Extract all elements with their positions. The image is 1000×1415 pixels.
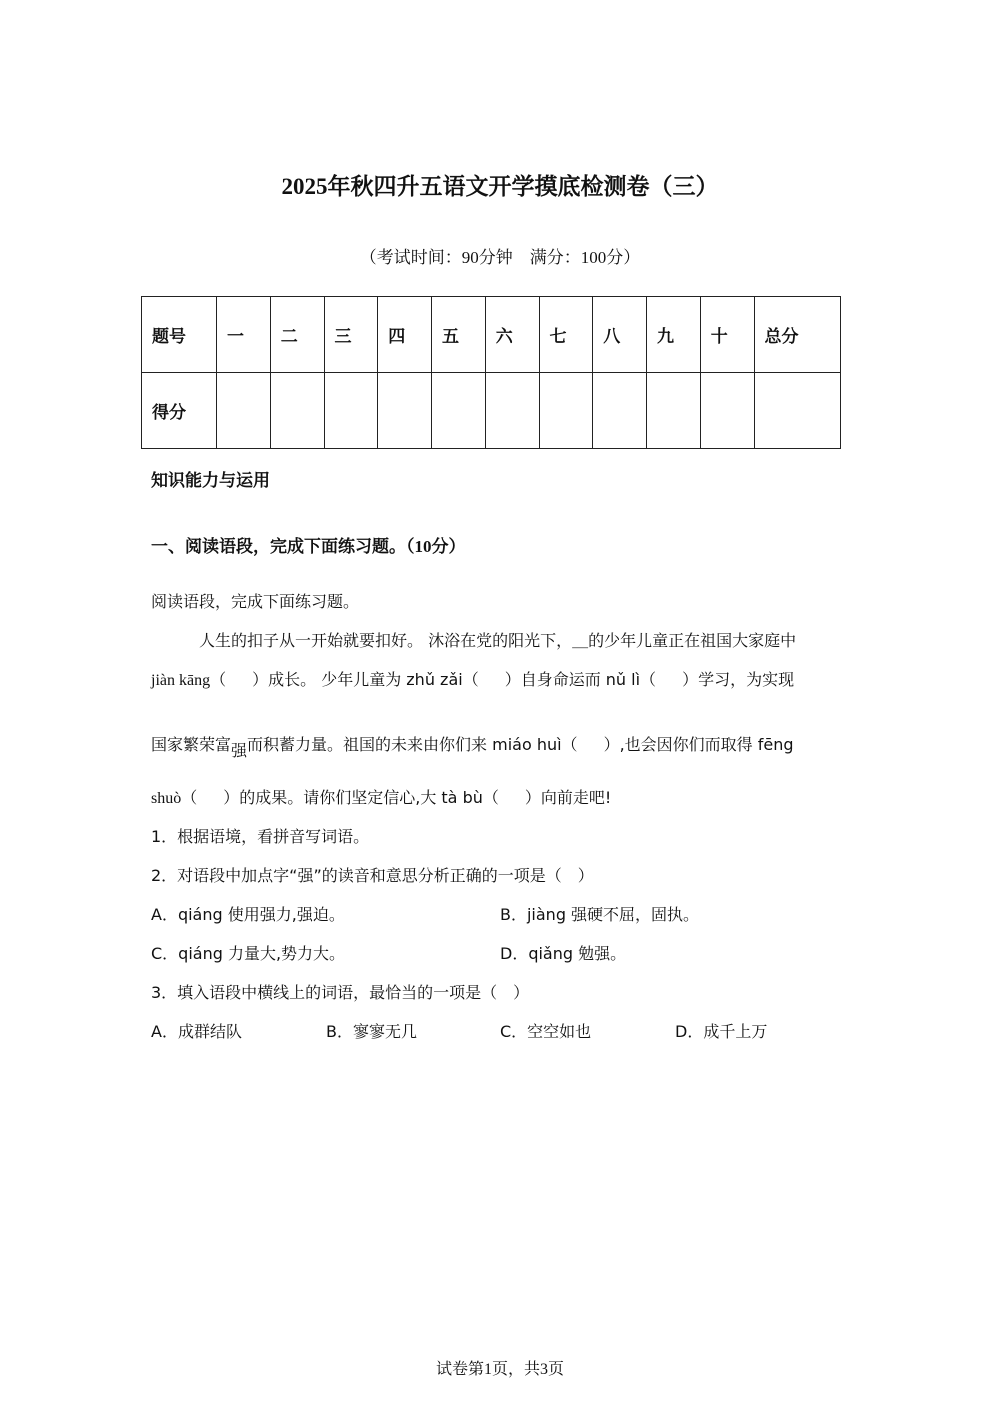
score-cell[interactable] — [270, 373, 324, 449]
passage-l4a: shuò（ — [151, 790, 198, 807]
score-header-cell: 三 — [324, 297, 378, 373]
score-cell[interactable] — [378, 373, 432, 449]
score-row-label: 得分 — [142, 373, 217, 449]
dotted-char-qiang: 强 — [231, 741, 248, 760]
score-header-cell: 十 — [700, 297, 754, 373]
q2-option-b: B．jiàng 强硬不屈，固执。 — [500, 905, 700, 924]
q2-option-d: D．qiǎng 勉强。 — [500, 944, 627, 963]
score-cell[interactable] — [754, 373, 841, 449]
score-cell[interactable] — [217, 373, 271, 449]
section-heading: 知识能力与运用 — [151, 471, 270, 491]
score-cell[interactable] — [324, 373, 378, 449]
question-3: 3．填入语段中横线上的词语，最恰当的一项是（ ） — [151, 983, 530, 1002]
exam-title: 2025年秋四升五语文开学摸底检测卷（三） — [281, 174, 719, 199]
score-header-cell: 五 — [432, 297, 486, 373]
passage-line-1: 人生的扣子从一开始就要扣好。 沐浴在党的阳光下，＿的少年儿童正在祖国大家庭中 — [199, 631, 797, 650]
passage-line-2 — [151, 667, 794, 690]
score-header-cell: 七 — [539, 297, 593, 373]
q3-option-c: C．空空如也 — [500, 1022, 592, 1041]
score-table — [141, 296, 841, 449]
question-2: 2．对语段中加点字“强”的读音和意思分析正确的一项是（ ） — [151, 866, 594, 885]
passage-l3a: 国家繁荣富 — [151, 735, 232, 754]
passage-l2c: ）自身命运而 nǔ lì（ — [504, 670, 657, 689]
passage-line-3 — [151, 732, 794, 760]
score-header-cell: 四 — [378, 297, 432, 373]
part1-intro: 阅读语段，完成下面练习题。 — [151, 592, 360, 611]
passage-l4b: ）的成果。请你们坚定信心,大 tà bù（ — [223, 788, 499, 807]
score-header-cell: 总分 — [754, 297, 841, 373]
q3-option-a: A．成群结队 — [151, 1022, 242, 1041]
passage-l3c: 而积蓄力量。祖国的未来由你们来 miáo huì（ — [247, 735, 578, 754]
score-header-cell: 六 — [485, 297, 539, 373]
score-table-header-row — [142, 297, 841, 373]
score-header-cell: 八 — [593, 297, 647, 373]
score-table-score-row — [142, 373, 841, 449]
q3-option-d: D．成千上万 — [675, 1022, 768, 1041]
score-cell[interactable] — [593, 373, 647, 449]
page-footer: 试卷第1页，共3页 — [435, 1361, 564, 1378]
passage-l2b: ）成长。 少年儿童为 zhǔ zǎi（ — [252, 670, 479, 689]
score-header-cell: 二 — [270, 297, 324, 373]
exam-subtitle: （考试时间：90分钟 满分：100分） — [359, 248, 641, 267]
question-1: 1．根据语境，看拼音写词语。 — [151, 827, 370, 846]
score-cell[interactable] — [700, 373, 754, 449]
passage-l3d: ）,也会因你们而取得 fēng — [603, 735, 794, 754]
q2-option-a: A．qiáng 使用强力,强迫。 — [151, 905, 345, 924]
score-header-cell: 一 — [217, 297, 271, 373]
score-cell[interactable] — [647, 373, 701, 449]
score-cell[interactable] — [485, 373, 539, 449]
score-cell[interactable] — [432, 373, 486, 449]
score-cell[interactable] — [539, 373, 593, 449]
passage-l2a: jiàn kāng（ — [151, 672, 227, 689]
q3-option-b: B．寥寥无几 — [326, 1022, 417, 1041]
passage-l4c: ）向前走吧! — [524, 788, 612, 807]
score-header-cell: 九 — [647, 297, 701, 373]
part1-heading: 一、阅读语段，完成下面练习题。（10分） — [151, 537, 466, 556]
q2-option-c: C．qiáng 力量大,势力大。 — [151, 944, 346, 963]
passage-l2d: ）学习，为实现 — [682, 670, 795, 689]
score-header-cell: 题号 — [142, 297, 217, 373]
passage-line-4 — [151, 785, 611, 808]
